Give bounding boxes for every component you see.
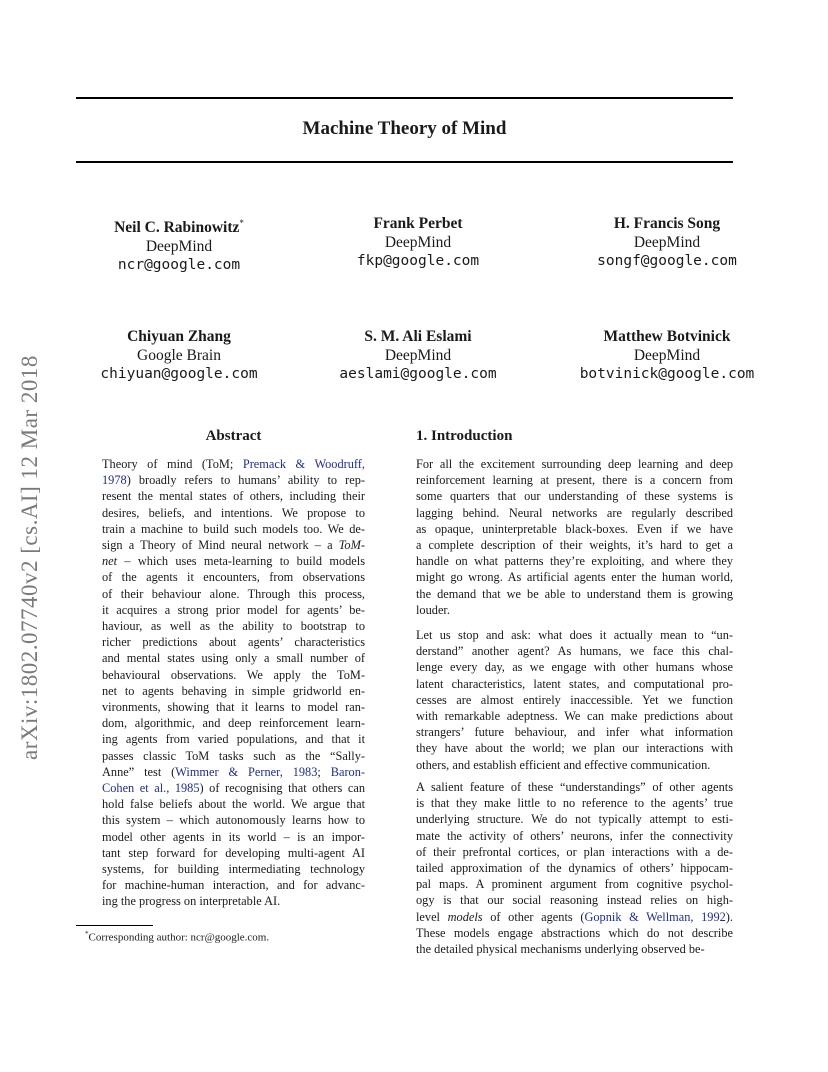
text-line: 1978) broadly refers to humans’ ability to rep- <box>102 473 365 488</box>
text-line: handle on what patterns they’re exploiting, and where they <box>416 554 733 569</box>
author-block <box>59 214 299 275</box>
author-name: S. M. Ali Eslami <box>364 328 472 345</box>
emphasis-text: models <box>447 909 483 924</box>
text-line: Let us stop and ask: what does it actually mean to “un- <box>416 628 733 642</box>
citation-link[interactable]: Cohen et al., 1985 <box>102 781 200 796</box>
text-line: desires, beliefs, and intentions. We propose to <box>102 505 365 520</box>
text-line: behavioural observations. We apply the ToM- <box>102 667 365 682</box>
text-line: as opaque, uninterpretable black-boxes. Even if we have <box>416 521 733 536</box>
author-email: ncr@google.com <box>117 257 241 274</box>
text-line: for machine-human interaction, and for advanc- <box>102 878 365 893</box>
author-affiliation: Google Brain <box>137 347 221 364</box>
citation-link[interactable]: 1978 <box>102 473 127 488</box>
text-line: ing agents from varied populations, and that it <box>102 732 365 747</box>
text-line: hold false beliefs about the world. We argue that <box>102 797 365 812</box>
author-name: Matthew Botvinick <box>603 328 731 345</box>
footnote-text: Corresponding author: ncr@google.com. <box>88 931 270 944</box>
citation-link[interactable]: Gopnik & Wellman, 1992 <box>584 909 726 924</box>
text-line: Cohen et al., 1985) of recognising that others can <box>102 781 365 796</box>
text-line: richer predictions about agents’ characteristics <box>102 635 365 650</box>
text-line: this system – which autonomously learns how to <box>102 813 365 828</box>
author-affiliation: DeepMind <box>384 234 452 251</box>
text-line: vironments, showing that it learns to model ran- <box>102 700 365 715</box>
text-line: Theory of mind (ToM; Premack & Woodruff, <box>102 457 366 471</box>
text-line: and mental states using only a small number of <box>102 651 365 666</box>
emphasis-text: ToM- <box>338 538 365 553</box>
text-line: with remarkable adeptness. We can make predictions about <box>416 709 733 724</box>
author-block <box>298 327 538 384</box>
abstract-heading: Abstract <box>205 428 262 444</box>
top-rule <box>76 97 733 99</box>
text-line: of their prefrontal cortices, or plan interactions with a de- <box>416 844 733 859</box>
intro-paragraph <box>416 627 733 773</box>
text-line: For all the excitement surrounding deep learning and deep <box>416 457 733 471</box>
text-line: it acquires a strong prior model for agents’ be- <box>102 602 365 617</box>
text-line: of their behaviour alone. Through this process, <box>102 586 365 601</box>
intro-paragraph <box>416 456 733 618</box>
text-line: is that they make little to no reference to the agents’ true <box>416 796 733 811</box>
footnote-mark: * <box>85 930 89 938</box>
author-affiliation: DeepMind <box>633 347 701 364</box>
author-name: H. Francis Song <box>613 215 721 232</box>
text-line: tant step forward for developing multi-agent AI <box>102 845 365 860</box>
text-line: sign a Theory of Mind neural network – a ToM- <box>102 538 365 553</box>
text-line: A salient feature of these “understandings” of other agents <box>416 780 733 794</box>
text-line: net to agents behaving in simple gridworld en- <box>102 683 365 698</box>
author-email: fkp@google.com <box>356 253 480 269</box>
text-line: lagging behind. Neural networks are regularly described <box>416 505 733 520</box>
text-line: a complete description of their weights, it’s hard to get a <box>416 538 733 553</box>
text-line: ogy is that our social reasoning instead relies on high- <box>416 893 733 908</box>
citation-link[interactable]: Baron- <box>330 764 366 779</box>
text-line: pal maps. A prominent argument from cognitive psychol- <box>416 877 733 892</box>
text-line: These models engage abstractions which do not describe <box>416 925 733 940</box>
intro-paragraph <box>416 779 733 957</box>
author-name: Chiyuan Zhang <box>127 328 231 345</box>
author-block <box>547 327 787 384</box>
text-line: ing the progress on interpretable AI. <box>102 894 281 909</box>
author-name: Neil C. Rabinowitz* <box>114 218 244 237</box>
text-line: of the agents it encounters, from observations <box>102 570 365 585</box>
text-line: dom, algorithmic, and deep reinforcement learn- <box>102 716 365 731</box>
footnote-rule <box>76 925 153 926</box>
footnote-mark: * <box>239 218 244 228</box>
text-line: Anne” test (Wimmer & Perner, 1983; Baron- <box>102 764 366 779</box>
text-line: net – which uses meta-learning to build models <box>102 554 365 569</box>
title-bottom-rule <box>76 161 733 163</box>
author-block <box>59 327 299 384</box>
text-line: train a machine to build such models too. We de- <box>102 521 365 536</box>
text-line: resent the mental states of others, including their <box>102 489 365 504</box>
author-name: Frank Perbet <box>373 215 463 232</box>
text-line: systems, for building intermediating technology <box>102 862 365 877</box>
author-email: songf@google.com <box>597 253 737 269</box>
author-block <box>547 214 787 271</box>
text-line: mate the activity of others’ neurons, infer the connectivity <box>416 828 733 843</box>
author-email: chiyuan@google.com <box>100 366 258 382</box>
text-line: might go wrong. As artificial agents enter the human world, <box>416 570 733 585</box>
text-line: tailed approximation of the dynamics of others’ hippocam- <box>416 861 733 876</box>
text-line: haviour, as well as the ability to bootstrap to <box>102 619 365 634</box>
author-email: aeslami@google.com <box>339 366 497 382</box>
text-line: some quarters that our understanding of these systems is <box>416 489 733 504</box>
emphasis-text: net <box>102 554 118 569</box>
author-block <box>298 214 538 271</box>
text-line: lenge every day, as we engage with other humans whose <box>416 660 733 675</box>
author-affiliation: DeepMind <box>384 347 452 364</box>
author-affiliation: DeepMind <box>145 238 213 256</box>
text-line: passes classic ToM tasks such as the “Sally- <box>102 748 365 763</box>
author-email: botvinick@google.com <box>579 366 755 382</box>
text-line: derstand” another agent? As humans, we face this chal- <box>416 644 733 659</box>
citation-link[interactable]: Premack & Woodruff, <box>242 457 366 471</box>
text-line: others, and establish efficient and effective communication. <box>416 757 711 772</box>
citation-link[interactable]: Wimmer & Perner, 1983 <box>175 764 318 779</box>
text-line: underlying structure. We do not typically attempt to esti- <box>416 812 733 827</box>
footnote <box>85 930 269 944</box>
arxiv-stamp: arXiv:1802.07740v2 [cs.AI] 12 Mar 2018 <box>17 355 42 760</box>
text-line: louder. <box>416 602 450 617</box>
abstract-body <box>102 456 365 910</box>
text-line: reinforcement learning at present, there is a concern from <box>416 473 733 488</box>
text-line: level models of other agents (Gopnik & Wellman, 1992). <box>416 909 733 924</box>
section-heading-introduction: 1. Introduction <box>416 428 513 444</box>
text-line: strangers’ future behaviour, and infer what information <box>416 725 733 740</box>
text-line: latent characteristics, latent states, and computational pro- <box>416 676 733 691</box>
text-line: they have about the world; we plan our interactions with <box>416 741 733 756</box>
text-line: the detailed physical mechanisms underlying observed be- <box>416 942 705 957</box>
page-title: Machine Theory of Mind <box>302 118 507 139</box>
text-line: model other agents in its world – is an impor- <box>102 829 365 844</box>
text-line: cesses are almost entirely inaccessible. Yet we function <box>416 692 733 707</box>
text-line: the demand that we be able to understand them is growing <box>416 586 733 601</box>
author-affiliation: DeepMind <box>633 234 701 251</box>
